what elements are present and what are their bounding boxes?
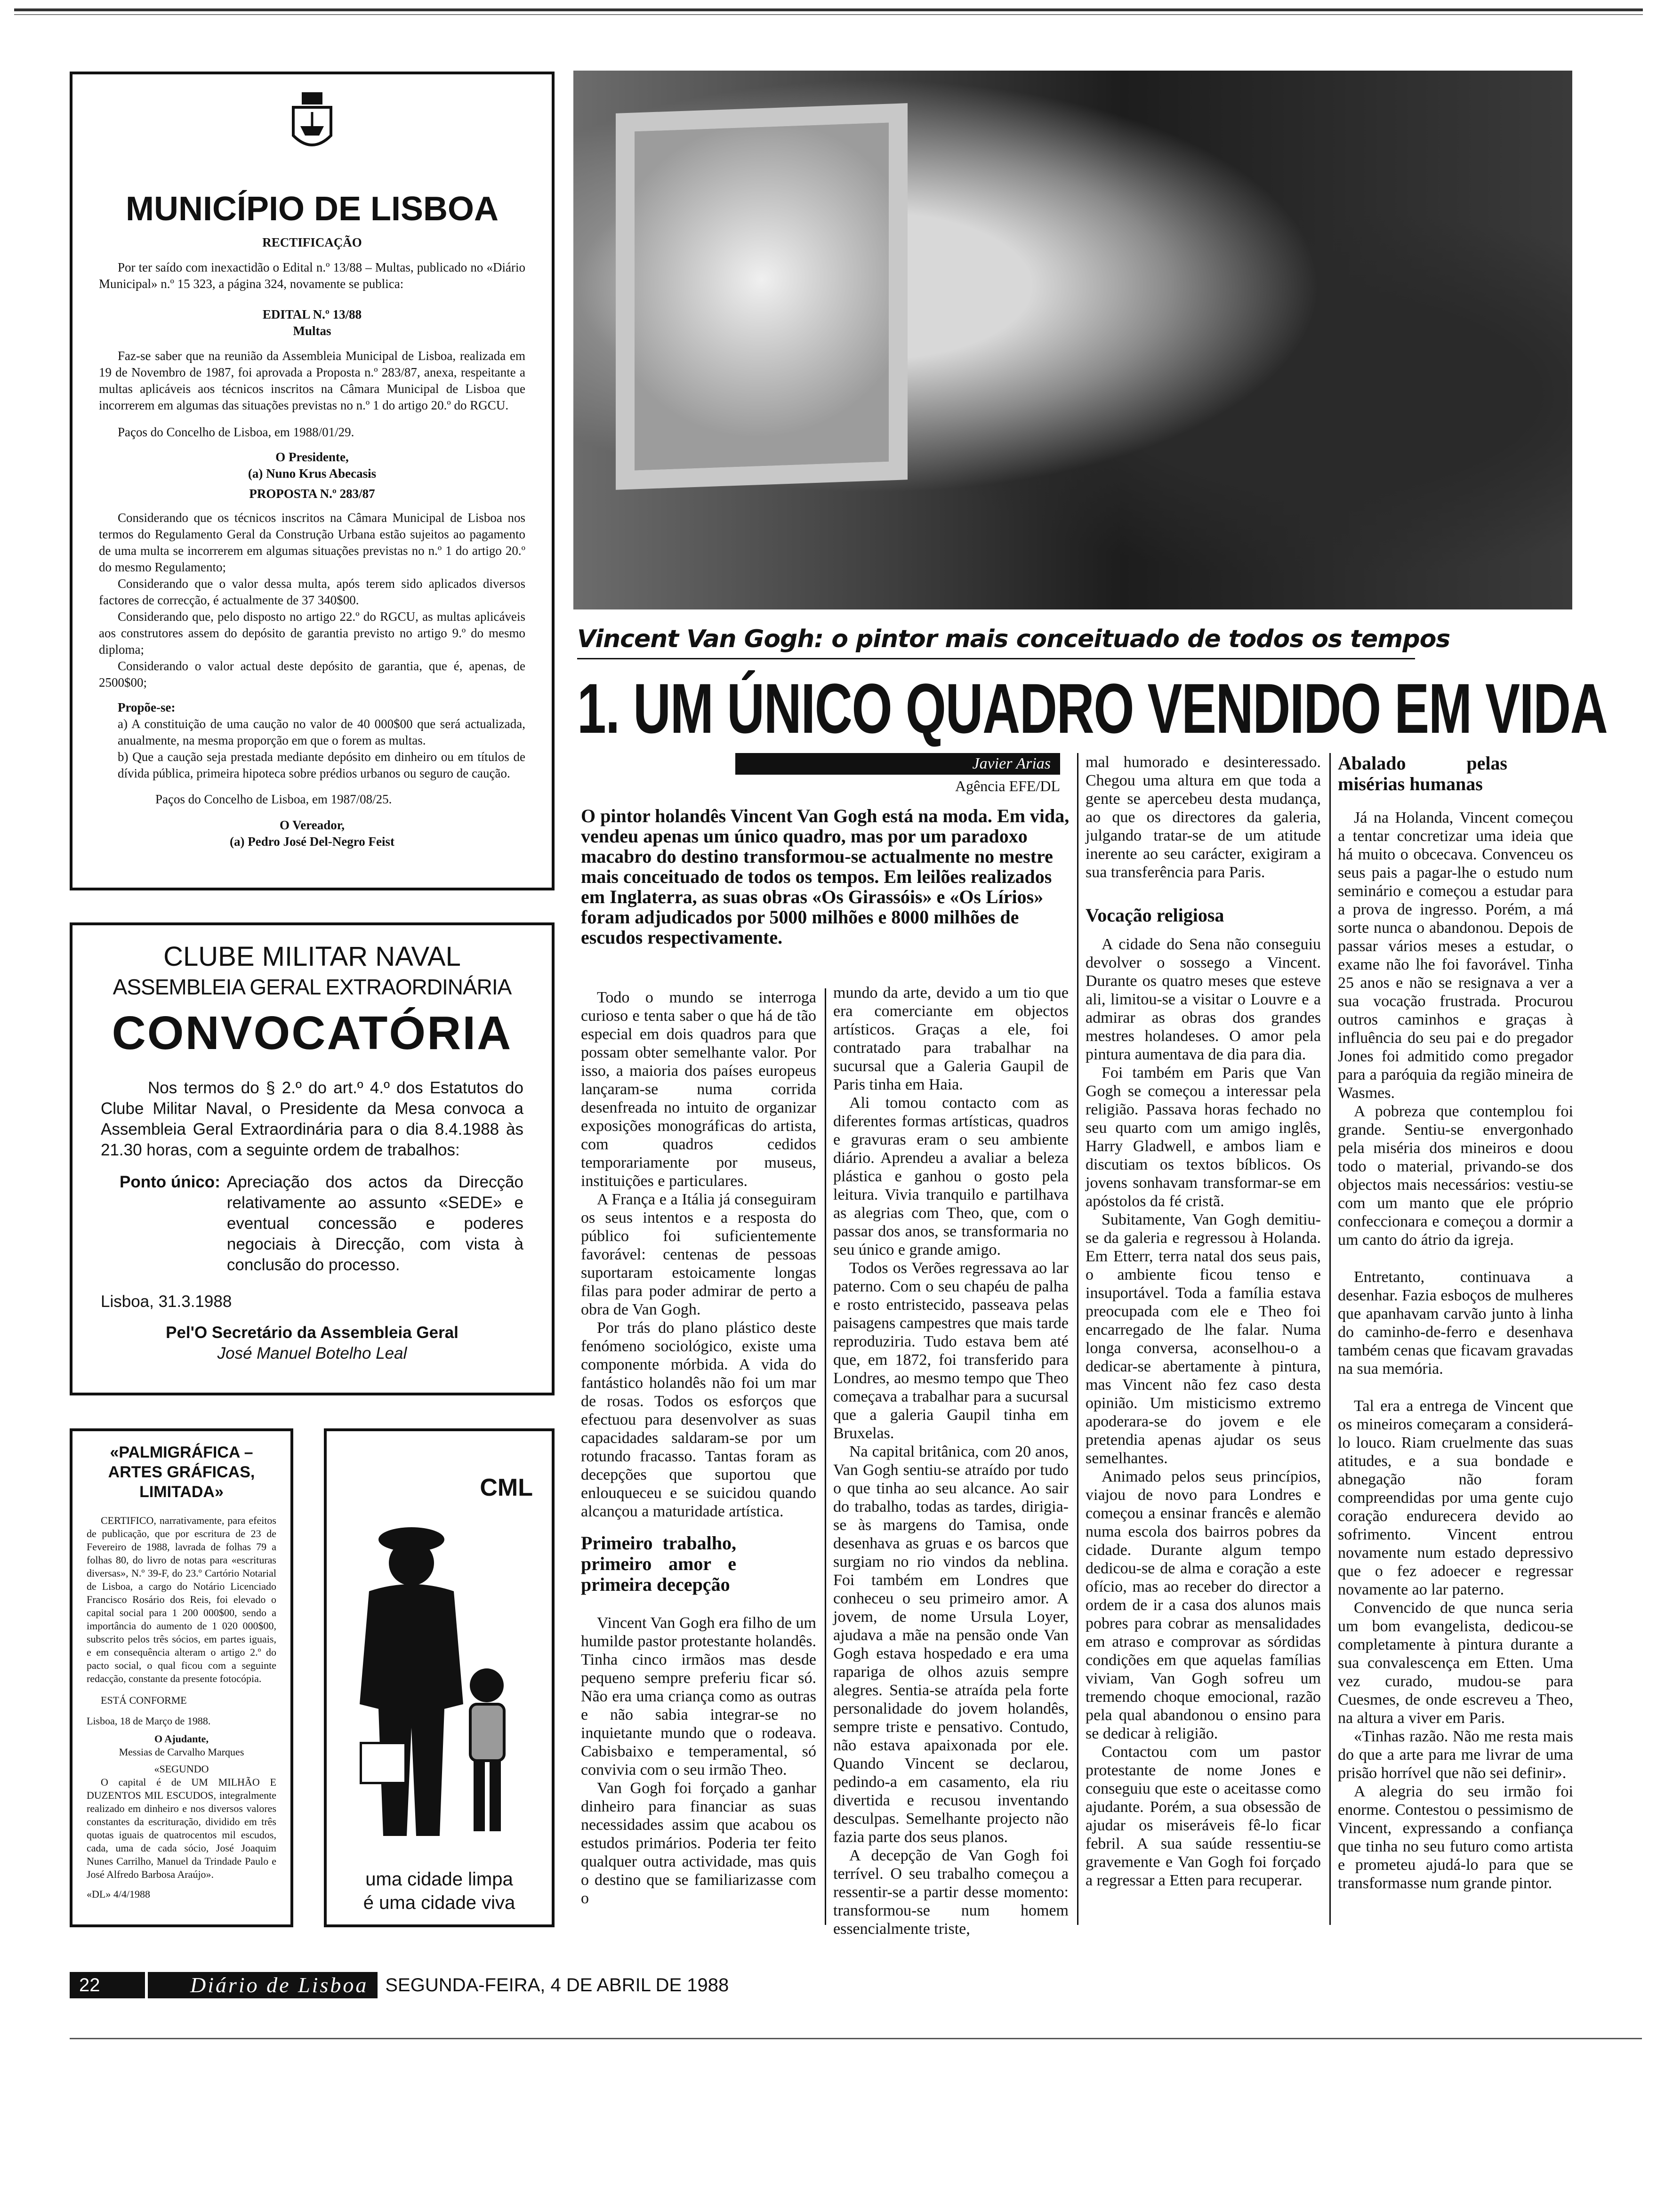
article-column-1 — [581, 988, 816, 1907]
convocatoria-heading: CONVOCATÓRIA — [112, 1007, 513, 1059]
author-bar — [735, 753, 1060, 775]
col4-p6: «Tinhas razão. Não me resta mais do que a arte para me livrar de uma prisão horrível que não sei definir». — [1338, 1728, 1573, 1782]
sunflowers-painting-frame — [616, 103, 908, 490]
col4-p7: A alegria do seu irmão foi enorme. Contestou o pessimismo de Vincent, expressando a confiança que tinha no seu futuro como artista e prometeu ajudá-lo para que se transformasse num grande pintor. — [1338, 1783, 1573, 1892]
clube-date: Lisboa, 31.3.1988 — [101, 1292, 232, 1311]
segundo-text: O capital é de UM MILHÃO E DUZENTOS MIL ESCUDOS, integralmente realizado em dinheiro e nos diversos valores constantes da escrituração, dividido em três quotas iguais de quatrocentos mil escudos, cada, uma de cada sócio, José Joaquim Nunes Carrilho, Manuel da Trindade Paulo e José Alfredo Barbosa Araújo». — [87, 1776, 276, 1880]
cml-slogan-2: é uma cidade viva — [363, 1892, 515, 1913]
article-column-4 — [1338, 753, 1573, 1892]
rectificacao-intro: Por ter saído com inexactidão o Edital n.º 13/88 – Multas, publicado no «Diário Municipal» n.º 15 323, a página 324, novamente se publica: — [99, 260, 525, 291]
col3-p1: mal humorado e desinteressado. Chegou uma altura em que toda a gente se apercebeu desta mudança, ao que os directores da galeria, julgando tratar-se de um atitude inerente ao seu carácter, exigiram a sua transferência para Paris. — [1086, 753, 1321, 881]
col1-p3: Por trás do plano plástico deste fenómeno sociológico, existe uma componente mórbida. A vida do fantástico holandês não foi um mar de rosas. Todos os esforços que efectuou para desenvolver as suas capacidades saldaram-se por um rotundo fracasso. Tantas foram as decepções que suportou que enlouqueceu e se suicidou quando alcançou a maturidade artística. — [581, 1319, 816, 1520]
col4-p2: A pobreza que contemplou foi grande. Sentiu-se envergonhado pela miséria dos mineiros e doou todo o material, privando-se dos objectos mais necessários: vestiu-se com um manto que ele próprio confeccionara e começou a dormir a um canto do átrio da igreja. — [1338, 1103, 1573, 1249]
article-column-2 — [833, 984, 1069, 1938]
presidente-name: (a) Nuno Krus Abecasis — [248, 466, 377, 481]
proposta-item-b: b) Que a caução seja prestada mediante depósito em dinheiro ou em títulos de dívida pública, primeira hipoteca sobre prédios urbanos ou seguro de caução. — [118, 750, 525, 780]
vereador-label: O Vereador, — [279, 818, 345, 832]
col4-p3: Entretanto, continuava a desenhar. Fazia esboços de mulheres que apanhavam carvão junto à linha do caminho-de-ferro e desenhava também cenas que ficavam gravadas na sua memória. — [1338, 1268, 1573, 1378]
col3-p5: Animado pelos seus princípios, viajou de novo para Londres e começou a ensinar francês e alemão numa escola dos bairros pobres da cidade. Durante algum tempo dedicou-se de alma e coração a este ofício, mas ao receber do director a ordem de ir a casa dos alunos mais pobres para cobrar as mensalidades em atraso e comprovar as sórdidas condições em que aquelas famílias viviam, Van Gogh sofreu um tremendo choque emocional, razão pela qual abandonou o ensino para se dedicar à religião. — [1086, 1468, 1321, 1742]
col1-subhead: Primeiro trabalho, primeiro amor e primeira decepção — [581, 1532, 736, 1595]
proposta-p4: Considerando o valor actual deste depósito de garantia, que é, apenas, de 2500$00; — [99, 659, 525, 689]
author-name: Javier Arias — [972, 755, 1051, 772]
col1-p5: Van Gogh foi forçado a ganhar dinheiro para financiar as suas necessidades assim que acabou os estudos primários. Poderia ter feito qualquer outra actividade, mas quis o destino que se familiarizasse com o — [581, 1779, 816, 1907]
municipio-title: MUNICÍPIO DE LISBOA — [125, 190, 499, 228]
agency-credit: Agência EFE/DL — [955, 777, 1060, 794]
col2-p3: Todos os Verões regressava ao lar paterno. Com o seu chapéu de palha e rosto entristecido, passeava pelas paisagens campestres que mais tarde reproduziria. Tudo estava bem até que, em 1872, foi transferido para Londres, ao mesmo tempo que Theo começava a trabalhar para a sucursal que a galeria Gaupil tinha em Bruxelas. — [833, 1259, 1069, 1442]
col2-p5: A decepção de Van Gogh foi terrível. O seu trabalho começou a ressentir-se a partir desse momento: transformou-se num homem essencialmente triste, — [833, 1847, 1069, 1938]
article-kicker: Vincent Van Gogh: o pintor mais conceituado de todos os tempos — [577, 625, 1450, 653]
col3-p6: Contactou com um pastor protestante de nome Jones e conseguiu que este o aceitasse como ajudante. Porém, a sua obsessão de ajudar os miseráveis fê-lo ficar febril. A sua saúde ressentiu-se gravemente e Van Gogh foi forçado a regressar a Etten para recuperar. — [1086, 1743, 1321, 1889]
ponto-text: Apreciação dos actos da Direcção relativamente ao assunto «SEDE» e eventual concessão e poderes negociais à Direcção, com vista à conclusão do processo. — [226, 1173, 523, 1274]
col1-p4: Vincent Van Gogh era filho de um humilde pastor protestante holandês. Tinha cinco irmãos mas desde pequeno sempre preferiu ficar só. Não era uma criança como as outras e não sabia integrar-se no inquietante mundo que o rodeava. Cabisbaixo e temperamental, só convivia com o seu irmão Theo. — [581, 1614, 816, 1779]
pacos-date-1: Paços do Concelho de Lisboa, em 1988/01/29. — [118, 425, 354, 439]
palmigrafica-notice — [70, 1428, 293, 1927]
ponto-unico — [101, 1172, 523, 1275]
col2-p4: Na capital britânica, com 20 anos, Van Gogh sentiu-se atraído por tudo o que tinha ao seu alcance. Ao sair do trabalho, todas as tardes, dirigia-se às margens do Tamisa, onde desenhava as gruas e os barcos que surgiam no rio vindos da neblina. Foi também em Londres que conheceu o seu primeiro amor. A jovem, de nome Ursula Loyer, ajudava a mãe na pensão onde Van Gogh estava hospedado e era uma rapariga de olhos azuis sempre alegres. Sentia-se atraída pela forte personalidade do jovem holandês, sempre triste e pensativo. Contudo, não estava apaixonada por ele. Quando Vincent se declarou, pedindo-a em casamento, ela riu divertida e recusou inventando desculpas. Semelhante projecto não fazia parte dos seus planos. — [833, 1443, 1069, 1846]
col3-p4: Subitamente, Van Gogh demitiu-se da galeria e regressou à Holanda. Em Etterr, terra natal dos seus pais, o ambiente ficou tenso e insuportável. Toda a família estava preocupada com ele e Theo foi encarregado de lhe falar. Numa longa conversa, aconselhou-o a dedicar-se abertamente à pintura, mas Vincent não fez caso desta opinião. Um misticismo extremo apoderara-se do jovem e ele pretendia apenas ajudar os seus semelhantes. — [1086, 1211, 1321, 1467]
municipio-notice — [70, 72, 555, 890]
cml-ad — [324, 1428, 555, 1927]
footer-bar — [70, 1972, 1571, 1998]
clube-subtitle: ASSEMBLEIA GERAL EXTRAORDINÁRIA — [113, 975, 512, 999]
newspaper-name: Diário de Lisboa — [148, 1972, 378, 1998]
col4-subhead: Abalado pelas misérias humanas — [1338, 753, 1507, 794]
header-rule — [14, 8, 1643, 11]
col2-p1: mundo da arte, devido a um tio que era comerciante em objectos artísticos. Graças a ele, foi contratado para trabalhar na sucursal que a Galeria Gaupil de Paris tinha em Haia. — [833, 984, 1069, 1093]
proposta-title: PROPOSTA N.º 283/87 — [249, 487, 375, 501]
col3-p3: Foi também em Paris que Van Gogh se começou a interessar pela religião. Passava horas fechado no seu quarto com um amigo inglês, Harry Gladwell, e ambos liam e discutiam os textos bíblicos. Os jovens sonhavam transformar-se em apóstolos da fé cristã. — [1086, 1064, 1321, 1210]
rectificacao-label: RECTIFICAÇÃO — [262, 235, 362, 249]
clube-text: Nos termos do § 2.º do art.º 4.º dos Estatutos do Clube Militar Naval, o Presidente da Mesa convoca a Assembleia Geral Extraordinária para o dia 8.4.1988 às 21.30 horas, com a seguinte ordem de trabalhos: — [101, 1079, 523, 1159]
lisbon-coat-of-arms-icon — [284, 88, 340, 159]
col3-subhead: Vocação religiosa — [1086, 905, 1224, 926]
header-rule-thin — [14, 14, 1643, 15]
palmigrafica-ref: «DL» 4/4/1988 — [87, 1888, 151, 1900]
ponto-label: Ponto único: — [120, 1173, 220, 1191]
column-rule-1 — [825, 988, 826, 1925]
edital-title: EDITAL N.º 13/88 — [262, 307, 362, 321]
cml-mark-icon — [360, 1742, 407, 1784]
proposta-p3: Considerando que, pelo disposto no artigo 22.º do RGCU, as multas aplicáveis aos construtores assem do depósito de garantia previsto no artigo 9.º do mesmo diploma; — [99, 609, 525, 657]
edital-text: Faz-se saber que na reunião da Assembleia Municipal de Lisboa, realizada em 19 de Novembro de 1987, foi aprovada a Proposta n.º 283/87, anexa, respeitante a multas aplicáveis aos técnicos inscritos na Câmara Municipal de Lisboa que incorrerem em algumas das situações previstas no n.º 1 do artigo 20.º do RGCU. — [99, 349, 525, 412]
cml-slogan-1: uma cidade limpa — [365, 1869, 513, 1890]
proposta-item-a: a) A constituição de uma caução no valor de 40 000$00 que será actualizada, anualmente, na mesma proporção em que o forem as multas. — [118, 717, 525, 747]
secretario-label: Pel'O Secretário da Assembleia Geral — [166, 1323, 458, 1342]
edital-subtitle: Multas — [293, 324, 331, 338]
exhibition-photo — [573, 71, 1572, 609]
kicker-underline — [577, 658, 1415, 659]
palmigrafica-text: CERTIFICO, narrativamente, para efeitos de publicação, que por escritura de 23 de Fevereiro de 1988, lavrada de folhas 79 a folhas 80, do livro de notas para «escrituras diversas», N.º 39-F, do 23.º Cartório Notarial de Lisboa, a cargo do Notário Licenciado Francisco Rosário dos Reis, foi elevado o capital social para 1 200 000$00, sendo a importância do aumento de 1 020 000$00, subscrito pelos três sócios, em partes iguais, e em consequência alteram o artigo 2.º do pacto social, o qual ficou com a seguinte redacção, constante da presente fotocópia. — [87, 1515, 276, 1684]
secretario-name: José Manuel Botelho Leal — [217, 1344, 407, 1362]
esta-conforme: ESTÁ CONFORME — [101, 1694, 187, 1706]
ajudante-label: O Ajudante, — [154, 1733, 209, 1745]
clube-title: CLUBE MILITAR NAVAL — [163, 941, 461, 972]
article-lead: O pintor holandês Vincent Van Gogh está na moda. Em vida, vendeu apenas um único quadro, mas por um paradoxo macabro do destino transformou-se actualmente no mestre mais conceituado de todos os tempos. Em leilões realizados em Inglaterra, as suas obras «Os Girassóis» e «Os Lírios» foram adjudicados por 5000 milhões e 8000 milhões de escudos respectivamente. — [581, 805, 1070, 948]
palmigrafica-title: «PALMIGRÁFICA – ARTES GRÁFICAS, LIMITADA» — [108, 1443, 255, 1501]
clube-militar-naval-notice — [70, 922, 555, 1395]
page-number: 22 — [70, 1972, 145, 1998]
presidente-label: O Presidente, — [275, 450, 349, 464]
column-rule-3 — [1329, 753, 1331, 1925]
column-rule-2 — [1077, 753, 1078, 1925]
propoe-label: Propõe-se: — [118, 700, 176, 714]
col3-p2: A cidade do Sena não conseguiu devolver o sossego a Vincent. Durante os quatro meses que esteve ali, limitou-se a visitar o Louvre e a admirar as obras dos grandes mestres holandeses. O amor pela pintura aumentava de dia para dia. — [1086, 936, 1321, 1063]
proposta-p2: Considerando que o valor dessa multa, após terem sido aplicados diversos factores de correcção, é actualmente de 37 340$00. — [99, 577, 525, 607]
col4-p4: Tal era a entrega de Vincent que os mineiros começaram a considerá-lo louco. Riam cruelmente das suas atitudes, e a sua bondade e abnegação não foram compreendidas por uma gente cujo coração endurecera devido ao sofrimento. Vincent entrou novamente num estado depressivo que o fez adoecer e regressar novamente ao lar paterno. — [1338, 1397, 1573, 1598]
pacos-date-2: Paços do Concelho de Lisboa, em 1987/08/25. — [155, 792, 392, 806]
article-column-3 — [1086, 753, 1321, 1890]
ajudante-name: Messias de Carvalho Marques — [119, 1746, 244, 1758]
vereador-name: (a) Pedro José Del-Negro Feist — [230, 834, 394, 849]
segundo-label: «SEGUNDO — [154, 1763, 209, 1775]
palmigrafica-date: Lisboa, 18 de Março de 1988. — [87, 1715, 211, 1727]
footer-rule — [70, 2038, 1642, 2039]
col1-p2: A França e a Itália já conseguiram os seus intentos e a resposta do público foi suficientemente favorável: centenas de pessoas suportaram estoicamente longas filas para poder admirar de perto a obra de Van Gogh. — [581, 1191, 816, 1318]
policeman-and-child-illustration — [341, 1507, 539, 1845]
col1-p1: Todo o mundo se interroga curioso e tenta saber o que há de tão especial em dois quadros para que possam obter semelhante valor. Por isso, a maioria dos países europeus lançaram-se numa corrida desenfreada no intuito de organizar exposições monográficas do artista, com quadros cedidos temporariamente por museus, instituições e particulares. — [581, 989, 816, 1190]
article-headline: 1. UM ÚNICO QUADRO VENDIDO EM VIDA — [577, 669, 1608, 748]
cml-logo: CML — [480, 1474, 533, 1501]
col4-p1: Já na Holanda, Vincent começou a tentar concretizar uma ideia que há muito o obcecava. Convenceu os seus pais a pagar-lhe o estudo num seminário e começou a estudar para a prova de ingresso. Porém, a má sorte nunca o abandonou. Depois de passar vários meses a estudar, o exame não lhe foi favorável. Tinha 25 anos e não se resignava a ver a sua vocação frustrada. Procurou outros caminhos e graças à influência do seu pai e do pregador Jones foi admitido como pregador para a paróquia da região mineira de Wasmes. — [1338, 809, 1573, 1102]
col2-p2: Ali tomou contacto com as diferentes formas artísticas, quadros e gravuras eram o seu ambiente diário. Aprendeu a avaliar a beleza plástica e ganhou o gosto pela leitura. Vivia tranquilo e partilhava as alegrias com Theo, que, com o passar dos anos, se transformaria no seu único e grande amigo. — [833, 1094, 1069, 1258]
col4-p5: Convencido de que nunca seria um bom evangelista, dedicou-se completamente à pintura durante a sua convalescença em Etten. Uma vez curado, mudou-se para Cuesmes, de onde escreveu a Theo, na altura a viver em Paris. — [1338, 1599, 1573, 1727]
issue-date: SEGUNDA-FEIRA, 4 DE ABRIL DE 1988 — [385, 1974, 729, 1996]
proposta-p1: Considerando que os técnicos inscritos na Câmara Municipal de Lisboa nos termos do Regulamento Geral da Construção Urbana estão sujeitos ao pagamento de uma multa se incorrerem em algumas situações previstas no n.º 1 do artigo 20.º do mesmo Regulamento; — [99, 511, 525, 574]
